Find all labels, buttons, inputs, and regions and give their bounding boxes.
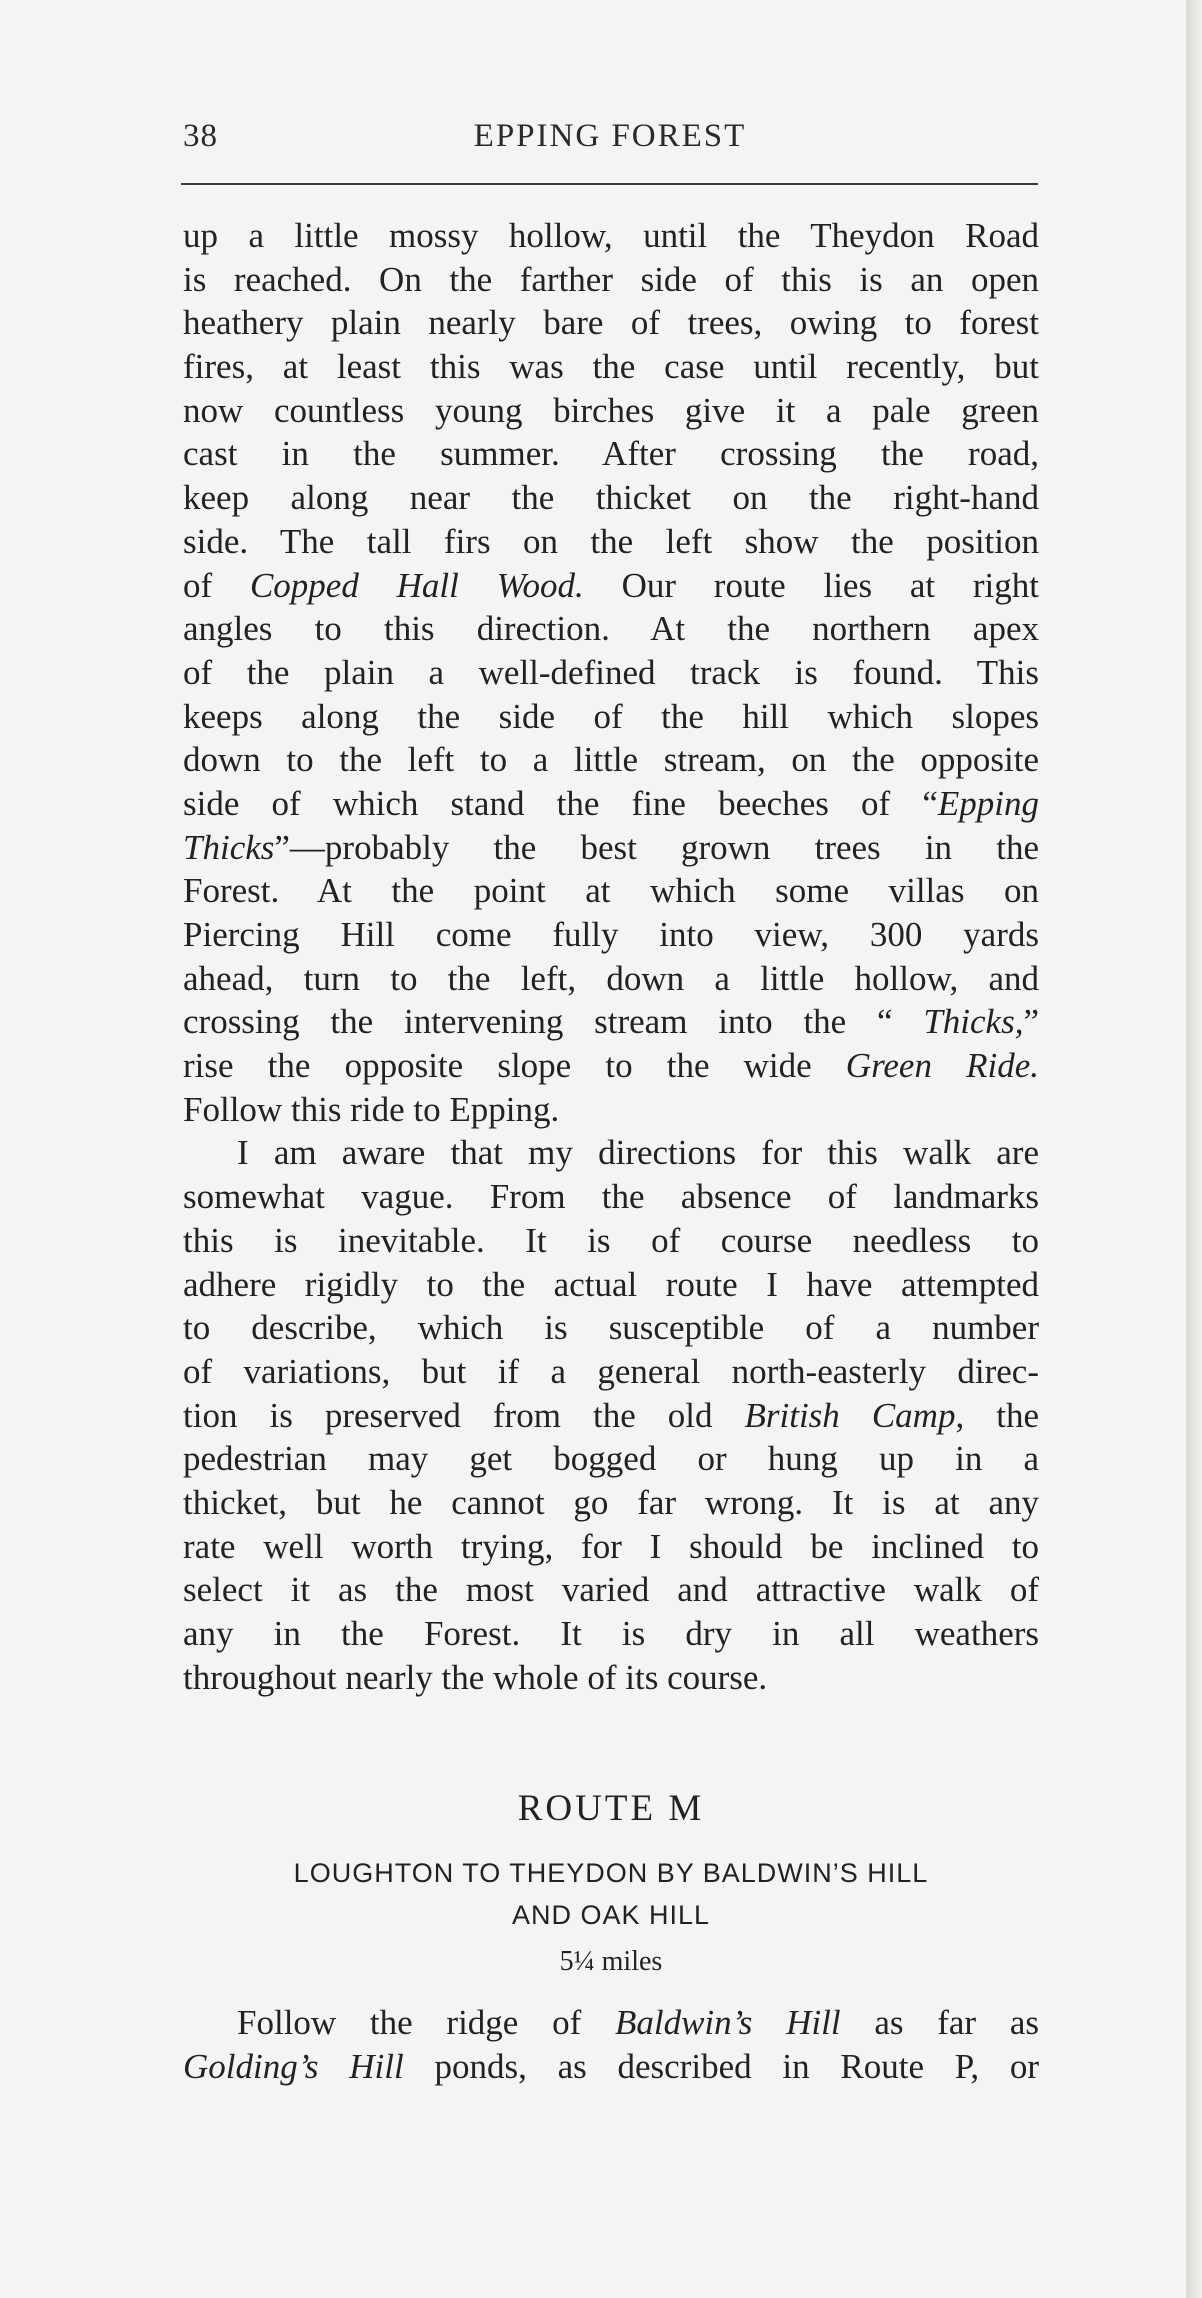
- text-line: side. The tall firs on the left show the position: [183, 521, 1039, 561]
- running-head: EPPING FOREST: [473, 118, 747, 154]
- text-line: keep along near the thicket on the right-hand: [183, 478, 1039, 518]
- page-number: 38: [183, 118, 218, 154]
- place-name: Copped Hall Wood.: [249, 565, 584, 605]
- text-line: adhere rigidly to the actual route I have attempted: [183, 1264, 1039, 1304]
- text-line: up a little mossy hollow, until the Theydon Road: [183, 216, 1039, 255]
- place-name: Epping: [937, 783, 1039, 823]
- text-line: Thicks”—probably the best grown trees in the: [183, 827, 1039, 867]
- text-line: angles to this direction. At the northern apex: [183, 609, 1039, 649]
- text-line: this is inevitable. It is of course needless to: [183, 1220, 1039, 1260]
- route-title-line: LOUGHTON TO THEYDON BY BALDWIN’S HILL: [293, 1858, 929, 1888]
- text-line: pedestrian may get bogged or hung up in a: [183, 1439, 1039, 1479]
- text-line: Piercing Hill come fully into view, 300 yards: [183, 915, 1039, 954]
- text-line: fires, at least this was the case until recently, but: [183, 347, 1039, 387]
- text-line: keeps along the side of the hill which slopes: [183, 696, 1039, 736]
- text-line: rise the opposite slope to the wide Green Ride.: [183, 1046, 1039, 1086]
- text-line: Forest. At the point at which some villas on: [183, 871, 1039, 911]
- text-line: any in the Forest. It is dry in all weathers: [183, 1614, 1039, 1653]
- text-line: cast in the summer. After crossing the road,: [183, 434, 1039, 474]
- text-line: to describe, which is susceptible of a number: [183, 1308, 1039, 1348]
- place-name: Thicks,: [923, 1002, 1024, 1042]
- route-heading: ROUTE M: [517, 1788, 705, 1829]
- text-line: down to the left to a little stream, on the opposite: [183, 740, 1039, 780]
- text-line: rate well worth trying, for I should be inclined to: [183, 1526, 1039, 1566]
- page-edge-shadow: [1186, 0, 1202, 2298]
- text-line: now countless young birches give it a pale green: [183, 390, 1039, 430]
- text-line: I am aware that my directions for this walk are: [237, 1133, 1039, 1173]
- route-title: [183, 1852, 1039, 1936]
- text-line: of Copped Hall Wood. Our route lies at right: [183, 565, 1040, 605]
- route-body-text: [183, 2001, 1039, 2088]
- text-line: tion is preserved from the old British Camp, the: [183, 1395, 1039, 1435]
- text-line: Golding’s Hill ponds, as described in Route P, or: [183, 2046, 1039, 2086]
- place-name: Thicks: [183, 827, 275, 867]
- text-line: is reached. On the farther side of this is an open: [183, 259, 1039, 299]
- text-line: select it as the most varied and attractive walk of: [183, 1570, 1039, 1610]
- route-distance: 5¼ miles: [559, 1946, 663, 1977]
- place-name: British Camp: [744, 1395, 956, 1435]
- text-line: throughout nearly the whole of its course.: [183, 1657, 768, 1697]
- place-name: Baldwin’s Hill: [614, 2003, 841, 2042]
- header-rule: [181, 183, 1038, 185]
- text-line: ahead, turn to the left, down a little hollow, and: [183, 958, 1039, 998]
- text-line: crossing the intervening stream into the “ Thicks,”: [183, 1002, 1039, 1042]
- text-line: thicket, but he cannot go far wrong. It is at any: [183, 1482, 1039, 1522]
- text-line: Follow this ride to Epping.: [183, 1089, 560, 1129]
- route-title-line: AND OAK HILL: [511, 1900, 711, 1930]
- text-line: side of which stand the fine beeches of “Epping: [183, 783, 1039, 823]
- place-name: Golding’s Hill: [183, 2046, 404, 2086]
- body-text: [183, 214, 1039, 1699]
- text-line: of variations, but if a general north-easterly direc-: [183, 1351, 1039, 1391]
- text-line: of the plain a well-defined track is found. This: [183, 652, 1039, 692]
- page-header: [183, 118, 1037, 178]
- text-line: heathery plain nearly bare of trees, owing to forest: [183, 303, 1039, 343]
- text-line: Follow the ridge of Baldwin’s Hill as far as: [237, 2003, 1039, 2042]
- text-line: somewhat vague. From the absence of landmarks: [183, 1177, 1039, 1217]
- place-name: Green Ride.: [845, 1046, 1039, 1086]
